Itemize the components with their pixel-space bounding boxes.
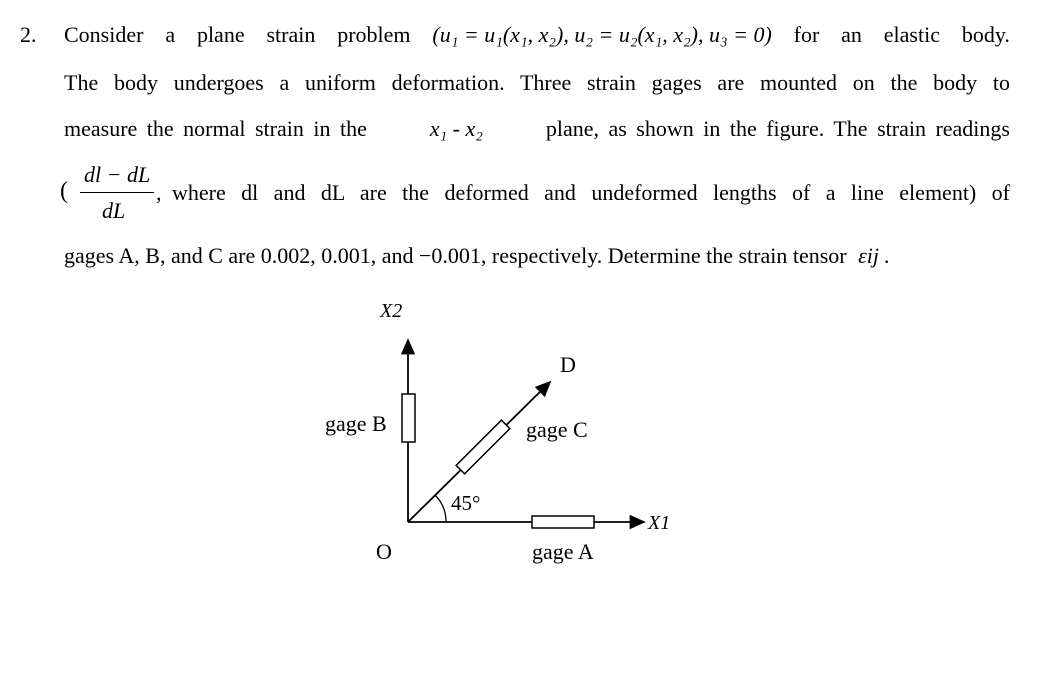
word: body. bbox=[961, 22, 1010, 47]
gage-a-label: gage A bbox=[532, 539, 594, 564]
strain-tensor-symbol: εij . bbox=[858, 243, 891, 268]
word: elastic bbox=[883, 22, 940, 47]
open-paren: ( bbox=[60, 178, 68, 204]
plane-variable: x₁ - x₂ bbox=[429, 116, 483, 141]
line-3-text: measure the normal strain in the bbox=[64, 116, 367, 141]
word: problem bbox=[337, 22, 411, 47]
x2-axis-label: X2 bbox=[380, 300, 403, 322]
angle-arc bbox=[435, 495, 446, 522]
line-5-text: gages A, B, and C are 0.002, 0.001, and −0.001, respectively. Determine the strain tensor bbox=[64, 243, 847, 268]
gage-b-rect bbox=[402, 394, 415, 442]
gage-a-rect bbox=[532, 516, 594, 528]
word: a bbox=[165, 22, 176, 47]
problem-number: 2. bbox=[20, 22, 37, 47]
word: an bbox=[841, 22, 862, 47]
origin-label: O bbox=[376, 539, 392, 564]
problem-line-4: where dl and dL are the deformed and undeformed lengths of a line element) of bbox=[172, 180, 1010, 205]
angle-label: 45° bbox=[451, 491, 481, 515]
word: for bbox=[793, 22, 820, 47]
gage-c-rect bbox=[456, 420, 510, 474]
line-3-text-post: plane, as shown in the figure. The strain readings bbox=[545, 116, 1010, 141]
gage-b-label: gage B bbox=[325, 411, 387, 436]
displacement-field-math: (u₁ = u₁(x₁, x₂), u₂ = u₂(x₁, x₂), u₃ = 0) bbox=[432, 22, 772, 47]
fraction-denominator: dL bbox=[102, 198, 126, 223]
problem-line-2: The body undergoes a uniform deformation. Three strain gages are mounted on the body to bbox=[64, 70, 1010, 95]
word: Consider bbox=[64, 22, 144, 47]
word: strain bbox=[266, 22, 316, 47]
comma: , bbox=[156, 180, 162, 205]
direction-d-label: D bbox=[560, 352, 576, 377]
x1-axis-label: X1 bbox=[648, 512, 671, 534]
gage-c-label: gage C bbox=[526, 417, 588, 442]
word: plane bbox=[196, 22, 245, 47]
fraction-numerator: dl − dL bbox=[84, 162, 151, 187]
